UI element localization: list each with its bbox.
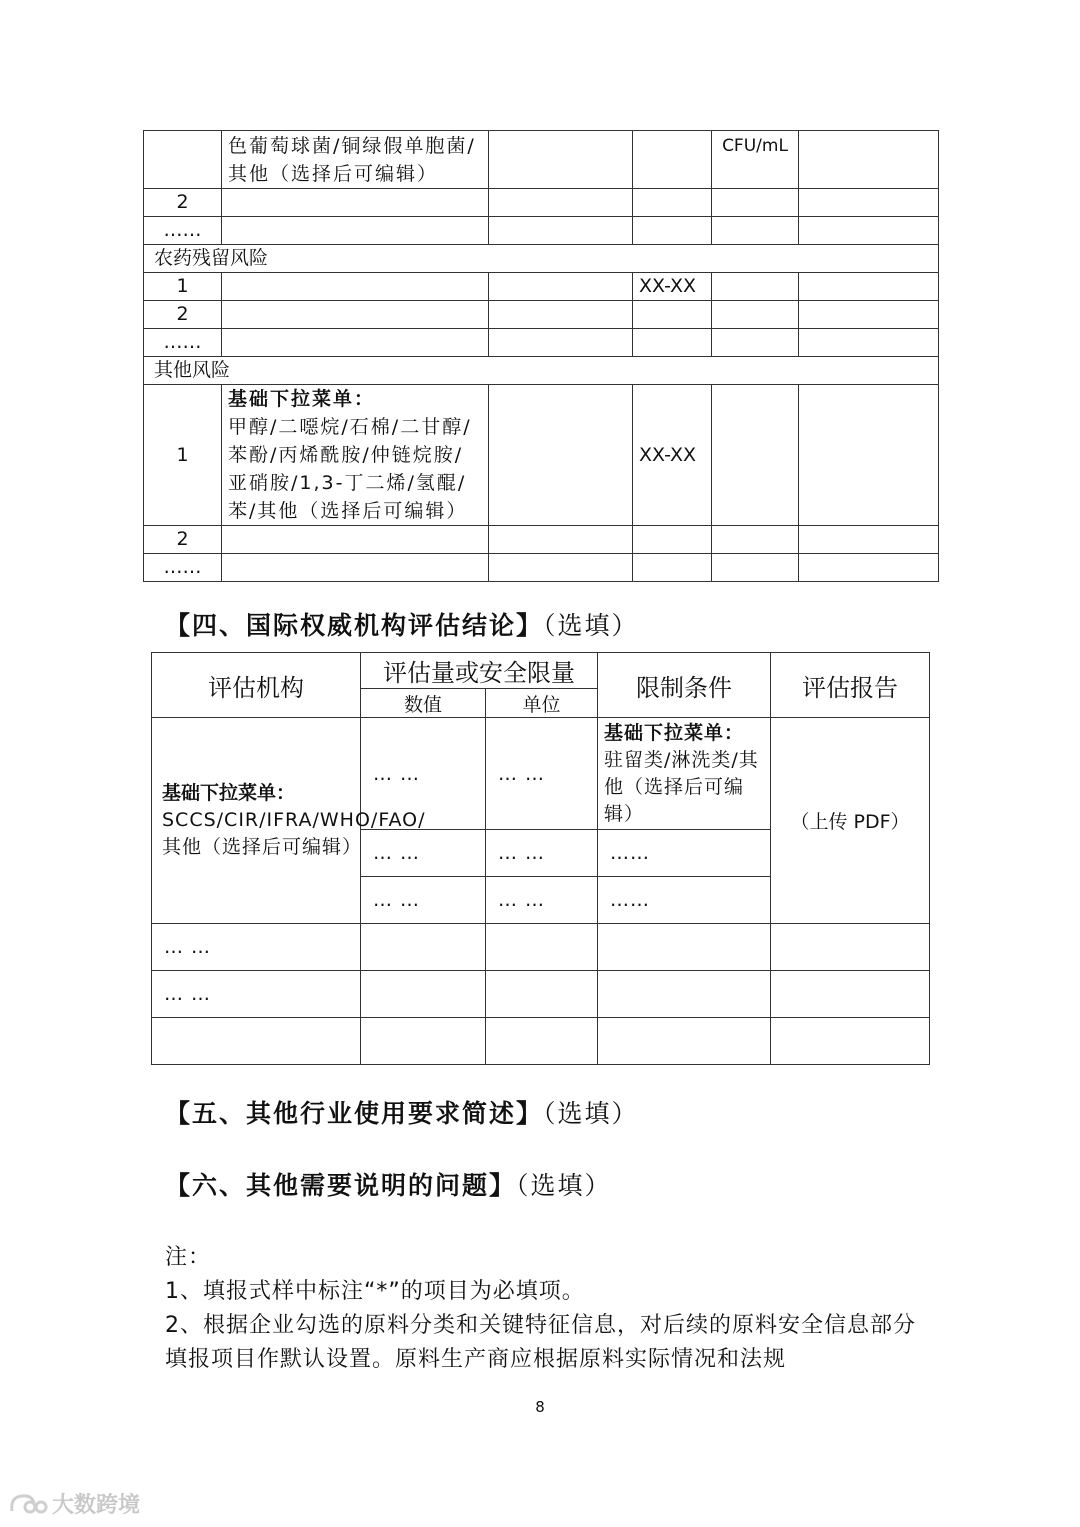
institution-cell: … …	[152, 971, 361, 1018]
range-cell: XX-XX	[633, 385, 712, 526]
header-amount: 评估量或安全限量	[361, 653, 598, 689]
table-row	[152, 718, 930, 830]
value-cell: … …	[361, 718, 486, 830]
table-row	[144, 329, 939, 357]
section-4-heading	[165, 606, 639, 642]
table-row	[144, 189, 939, 217]
range-cell	[633, 301, 712, 329]
dropdown-label: 基础下拉菜单：	[162, 782, 296, 804]
index-cell: ……	[144, 217, 222, 245]
section-6-title: 【六、其他需要说明的问题】	[165, 1171, 517, 1200]
value-cell: … …	[361, 830, 486, 877]
header-limit: 限制条件	[598, 653, 771, 718]
dropdown-options: SCCS/CIR/IFRA/WHO/FAO/其他（选择后可编辑）	[162, 809, 426, 858]
section-5-optional: （选填）	[543, 1099, 639, 1128]
range-cell	[633, 329, 712, 357]
limit-dropdown-cell[interactable]	[598, 718, 771, 830]
index-cell: ……	[144, 329, 222, 357]
unit-cell: CFU/mL	[712, 131, 799, 189]
index-cell	[144, 131, 222, 189]
watermark-logo-icon	[8, 1491, 48, 1517]
section-title-other: 其他风险	[144, 357, 939, 385]
table-row	[144, 526, 939, 554]
evaluation-table	[151, 652, 930, 1065]
note-item-2: 2、根据企业勾选的原料分类和关键特征信息，对后续的原料安全信息部分填报项目作默认设置。原料生产商应根据原料实际情况和法规	[165, 1313, 916, 1372]
table-row	[144, 217, 939, 245]
index-cell: 2	[144, 301, 222, 329]
index-cell: 2	[144, 526, 222, 554]
dropdown-label: 基础下拉菜单：	[604, 722, 745, 744]
table-row	[144, 273, 939, 301]
unit-cell: … …	[486, 877, 598, 924]
unit-cell: … …	[486, 830, 598, 877]
section-row	[144, 357, 939, 385]
limit-cell: ……	[598, 877, 771, 924]
table-row	[144, 554, 939, 582]
dropdown-options: 驻留类/淋洗类/其他（选择后可编辑）	[604, 749, 759, 825]
limit-cell: ……	[598, 830, 771, 877]
index-cell: 1	[144, 273, 222, 301]
table-row	[144, 301, 939, 329]
section-5-heading	[165, 1094, 639, 1130]
notes-label: 注：	[165, 1245, 212, 1270]
note-item-1: 1、填报式样中标注“*”的项目为必填项。	[165, 1279, 585, 1304]
watermark-text: 大数跨境	[52, 1493, 141, 1518]
range-cell: XX-XX	[633, 273, 712, 301]
index-cell: ……	[144, 554, 222, 582]
section-6-heading	[165, 1166, 612, 1202]
upload-pdf-cell[interactable]: （上传 PDF）	[771, 718, 930, 924]
table-row	[144, 385, 939, 526]
watermark	[8, 1488, 140, 1519]
header-unit: 单位	[486, 689, 598, 718]
microbe-name-cell: 色葡萄球菌/铜绿假单胞菌/其他（选择后可编辑）	[222, 131, 489, 189]
index-cell: 1	[144, 385, 222, 526]
section-title-pesticide: 农药残留风险	[144, 245, 939, 273]
page-number: 8	[535, 1398, 545, 1416]
dropdown-options: 甲醇/二噁烷/石棉/二甘醇/苯酚/丙烯酰胺/仲链烷胺/亚硝胺/1,3-丁二烯/氢醌/苯/其他（选择后可编辑）	[228, 416, 472, 522]
table-row	[152, 971, 930, 1018]
institution-dropdown-cell[interactable]	[152, 718, 426, 924]
other-risk-dropdown-cell[interactable]	[222, 385, 489, 526]
table-row	[144, 131, 939, 189]
table-row	[152, 1018, 930, 1065]
index-cell: 2	[144, 189, 222, 217]
unit-cell: … …	[486, 718, 598, 830]
header-value: 数值	[361, 689, 486, 718]
header-row	[152, 653, 930, 689]
institution-cell	[152, 1018, 361, 1065]
value-cell: … …	[361, 877, 486, 924]
header-report: 评估报告	[771, 653, 930, 718]
section-5-title: 【五、其他行业使用要求简述】	[165, 1099, 544, 1128]
section-row	[144, 245, 939, 273]
table-row	[152, 924, 930, 971]
section-4-title: 【四、国际权威机构评估结论】	[165, 611, 544, 640]
section-6-optional: （选填）	[516, 1171, 612, 1200]
section-4-optional: （选填）	[543, 611, 639, 640]
institution-cell: … …	[152, 924, 361, 971]
dropdown-label: 基础下拉菜单：	[228, 388, 376, 410]
risk-table	[143, 130, 939, 582]
header-institution: 评估机构	[152, 653, 361, 718]
